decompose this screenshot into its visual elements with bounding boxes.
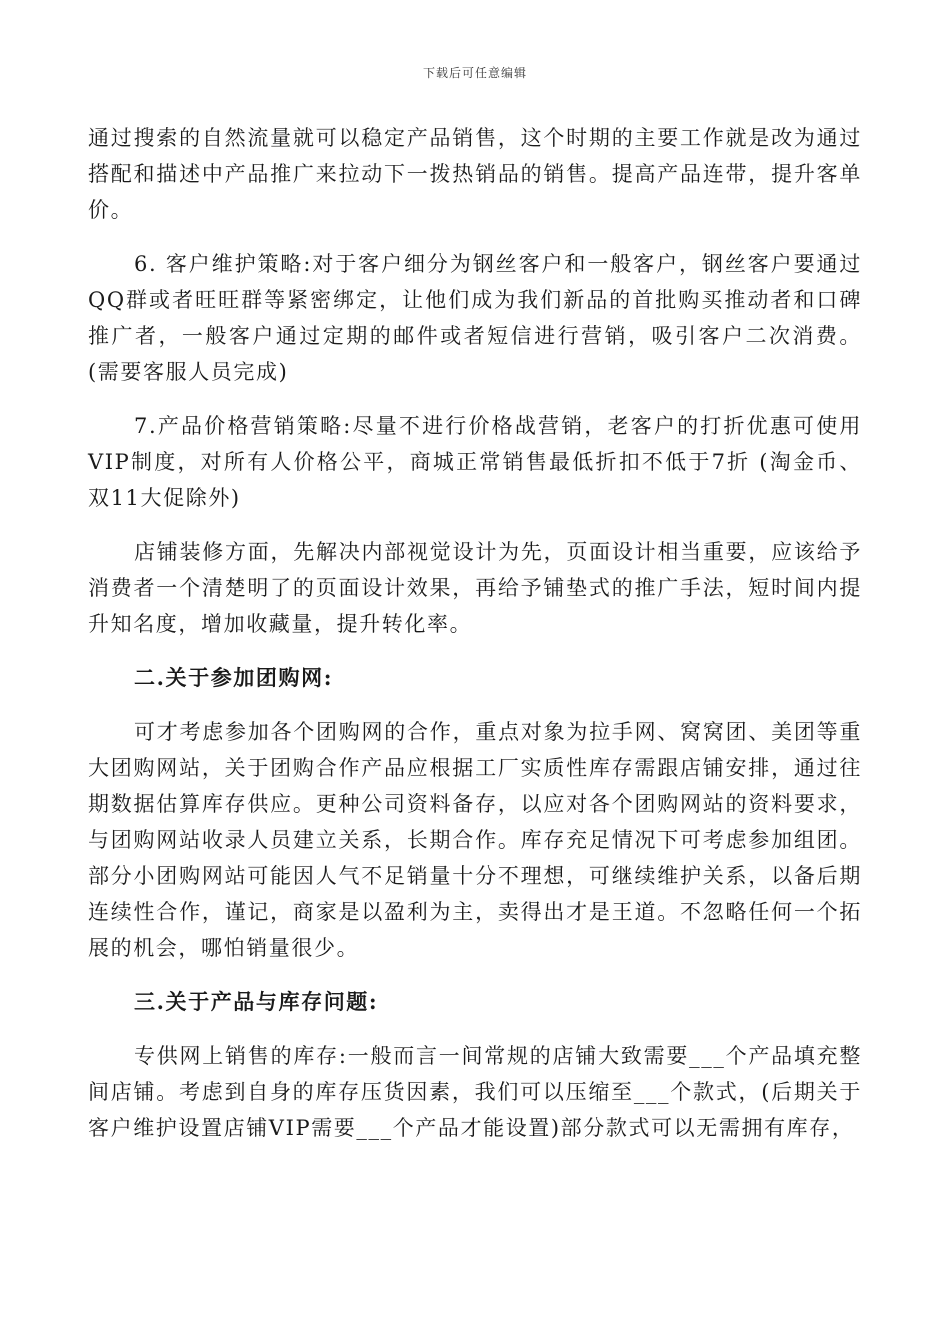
paragraph-price-strategy: 7.产品价格营销策略:尽量不进行价格战营销，老客户的打折优惠可使用VIP制度，对所有人价格公平，商城正常销售最低折扣不低于7折 (淘金币、双11大促除外) <box>88 414 862 510</box>
page-header: 下载后可任意编辑 <box>422 66 527 80</box>
paragraph-group-buying: 可才考虑参加各个团购网的合作，重点对象为拉手网、窝窝团、美团等重大团购网站，关于团购合作产品应根据工厂实质性库存需跟店铺安排，通过往期数据估算库存供应。更种公司资料备存，以应对各个团购网站的资料要求，与团购网站收录人员建立关系，长期合作。库存充足情况下可考虑参加组团。部分小团购网站可能因人气不足销量十分不理想，可继续维护关系，以备后期连续性合作，谨记，商家是以盈利为主，卖得出才是王道。不忽略任何一个拓展的机会，哪怕销量很少。 <box>88 720 862 960</box>
paragraph-inventory: 专供网上销售的库存:一般而言一间常规的店铺大致需要___个产品填充整间店铺。考虑到自身的库存压货因素，我们可以压缩至___个款式，(后期关于客户维护设置店铺VIP需要___个产品才能设置)部分款式可以无需拥有库存， <box>88 1044 862 1140</box>
section-heading-inventory: 三.关于产品与库存问题: <box>134 989 379 1014</box>
document-body <box>88 120 862 1164</box>
paragraph-search-traffic: 通过搜索的自然流量就可以稳定产品销售，这个时期的主要工作就是改为通过搭配和描述中产品推广来拉动下一拨热销品的销售。提高产品连带，提升客单价。 <box>88 126 862 222</box>
paragraph-customer-maintenance: 6. 客户维护策略:对于客户细分为钢丝客户和一般客户，钢丝客户要通过QQ群或者旺旺群等紧密绑定，让他们成为我们新品的首批购买推动者和口碑推广者，一般客户通过定期的邮件或者短信进行营销，吸引客户二次消费。(需要客服人员完成) <box>88 252 862 384</box>
paragraph-store-decoration: 店铺装修方面，先解决内部视觉设计为先，页面设计相当重要，应该给予消费者一个清楚明了的页面设计效果，再给予铺垫式的推广手法，短时间内提升知名度，增加收藏量，提升转化率。 <box>88 540 862 636</box>
section-heading-group-buying: 二.关于参加团购网: <box>134 665 334 690</box>
